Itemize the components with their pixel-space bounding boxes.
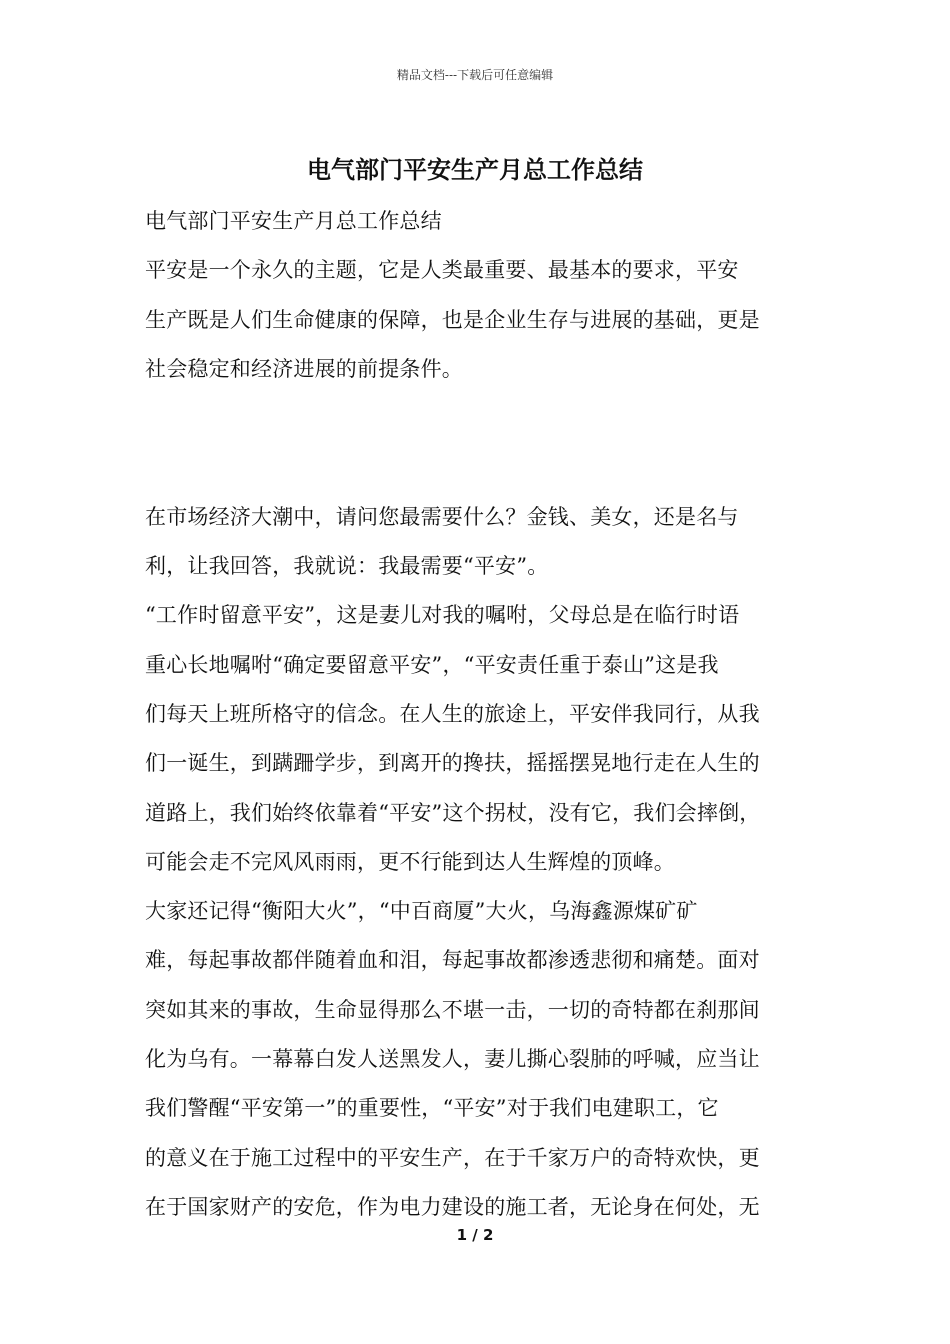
body-line: 大家还记得“衡阳大火”，“中百商厦”大火，乌海鑫源煤矿矿 <box>145 899 698 924</box>
body-line: 在市场经济大潮中，请问您最需要什么？金钱、美女，还是名与 <box>145 504 739 529</box>
body-line: 化为乌有。一幕幕白发人送黑发人，妻儿撕心裂肺的呼喊，应当让 <box>145 1047 760 1072</box>
page-number: 1 / 2 <box>456 1226 494 1244</box>
document-body <box>145 205 825 1240</box>
body-line: 在于国家财产的安危，作为电力建设的施工者，无论身在何处，无 <box>145 1194 760 1219</box>
body-line: “工作时留意平安”，这是妻儿对我的嘱咐，父母总是在临行时语 <box>145 603 740 628</box>
body-line: 平安是一个永久的主题，它是人类最重要、最基本的要求，平安 <box>145 258 739 283</box>
body-line: 利，让我回答，我就说：我最需要“平安”。 <box>145 554 549 579</box>
body-line: 道路上，我们始终依靠着“平安”这个拐杖，没有它，我们会摔倒， <box>145 800 761 825</box>
document-title: 电气部门平安生产月总工作总结 <box>307 155 643 184</box>
header-note: 精品文档---下载后可任意编辑 <box>396 68 554 82</box>
body-line: 重心长地嘱咐“确定要留意平安”，“平安责任重于泰山”这是我 <box>145 652 719 677</box>
blank-line <box>145 402 825 451</box>
body-line: 难，每起事故都伴随着血和泪，每起事故都渗透悲彻和痛楚。面对 <box>145 948 760 973</box>
body-line: 我们警醒“平安第一”的重要性，“平安”对于我们电建职工，它 <box>145 1096 719 1121</box>
body-line: 可能会走不完风风雨雨，更不行能到达人生辉煌的顶峰。 <box>145 849 675 874</box>
body-line: 的意义在于施工过程中的平安生产，在于千家万户的奇特欢快，更 <box>145 1145 760 1170</box>
body-line: 们每天上班所格守的信念。在人生的旅途上，平安伴我同行，从我 <box>145 701 760 726</box>
blank-line <box>145 451 825 500</box>
body-line: 们一诞生，到蹒跚学步，到离开的搀扶，摇摇摆晃地行走在人生的 <box>145 751 760 776</box>
body-line: 社会稳定和经济进展的前提条件。 <box>145 356 463 381</box>
body-line: 突如其来的事故，生命显得那么不堪一击，一切的奇特都在刹那间 <box>145 997 760 1022</box>
body-line: 生产既是人们生命健康的保障，也是企业生存与进展的基础，更是 <box>145 307 760 332</box>
body-line: 电气部门平安生产月总工作总结 <box>145 209 442 233</box>
